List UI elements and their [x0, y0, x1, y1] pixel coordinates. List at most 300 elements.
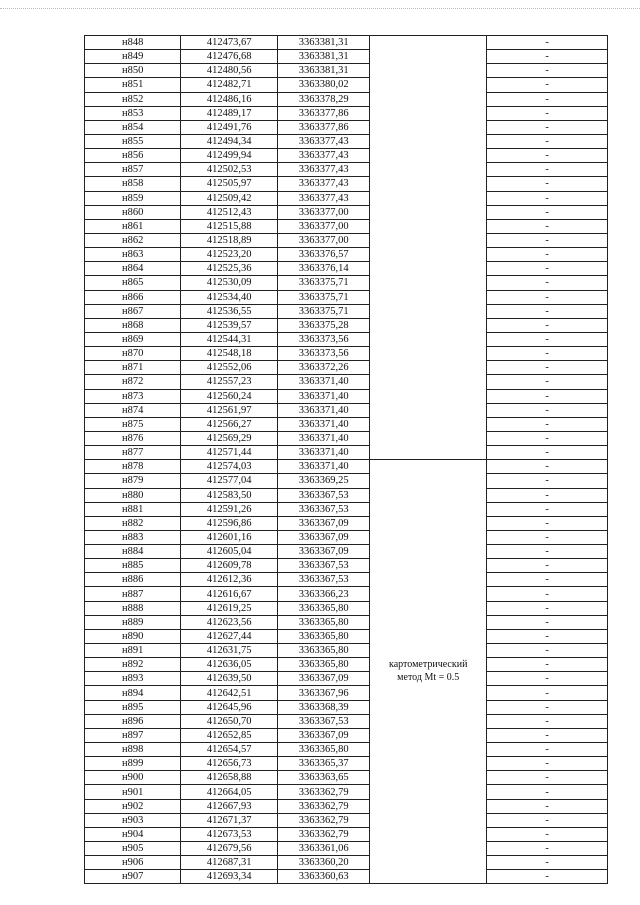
point-id-cell: н900 — [85, 771, 181, 785]
point-id-cell: н850 — [85, 64, 181, 78]
table-row — [85, 134, 608, 148]
point-id-cell: н848 — [85, 36, 181, 50]
y-coordinate-cell: 3363377,43 — [277, 191, 369, 205]
x-coordinate-cell: 412494,34 — [181, 134, 277, 148]
x-coordinate-cell: 412673,53 — [181, 827, 277, 841]
accuracy-cell: - — [487, 644, 608, 658]
table-row — [85, 205, 608, 219]
accuracy-cell: - — [487, 375, 608, 389]
x-coordinate-cell: 412515,88 — [181, 219, 277, 233]
accuracy-cell: - — [487, 50, 608, 64]
accuracy-cell: - — [487, 78, 608, 92]
x-coordinate-cell: 412650,70 — [181, 714, 277, 728]
y-coordinate-cell: 3363381,31 — [277, 36, 369, 50]
accuracy-cell: - — [487, 615, 608, 629]
y-coordinate-cell: 3363361,06 — [277, 842, 369, 856]
point-id-cell: н879 — [85, 474, 181, 488]
y-coordinate-cell: 3363367,53 — [277, 573, 369, 587]
accuracy-cell: - — [487, 417, 608, 431]
point-id-cell: н877 — [85, 446, 181, 460]
accuracy-cell: - — [487, 629, 608, 643]
point-id-cell: н873 — [85, 389, 181, 403]
accuracy-cell: - — [487, 403, 608, 417]
x-coordinate-cell: 412560,24 — [181, 389, 277, 403]
table-row — [85, 36, 608, 50]
y-coordinate-cell: 3363377,43 — [277, 177, 369, 191]
method-cell — [370, 488, 487, 502]
method-cell — [370, 205, 487, 219]
table-row — [85, 149, 608, 163]
method-cell — [370, 785, 487, 799]
table-row — [85, 191, 608, 205]
y-coordinate-cell: 3363377,00 — [277, 205, 369, 219]
table-row — [85, 856, 608, 870]
y-coordinate-cell: 3363376,14 — [277, 262, 369, 276]
y-coordinate-cell: 3363377,86 — [277, 120, 369, 134]
method-cell — [370, 417, 487, 431]
point-id-cell: н871 — [85, 361, 181, 375]
table-row — [85, 559, 608, 573]
point-id-cell: н860 — [85, 205, 181, 219]
accuracy-cell: - — [487, 474, 608, 488]
x-coordinate-cell: 412518,89 — [181, 233, 277, 247]
table-row — [85, 163, 608, 177]
x-coordinate-cell: 412561,97 — [181, 403, 277, 417]
accuracy-cell: - — [487, 757, 608, 771]
x-coordinate-cell: 412530,09 — [181, 276, 277, 290]
x-coordinate-cell: 412569,29 — [181, 431, 277, 445]
point-id-cell: н859 — [85, 191, 181, 205]
table-row — [85, 290, 608, 304]
method-cell — [370, 318, 487, 332]
table-row — [85, 813, 608, 827]
y-coordinate-cell: 3363367,09 — [277, 545, 369, 559]
point-id-cell: н853 — [85, 106, 181, 120]
point-id-cell: н866 — [85, 290, 181, 304]
table-row — [85, 389, 608, 403]
accuracy-cell: - — [487, 106, 608, 120]
point-id-cell: н862 — [85, 233, 181, 247]
x-coordinate-cell: 412623,56 — [181, 615, 277, 629]
point-id-cell: н864 — [85, 262, 181, 276]
point-id-cell: н893 — [85, 672, 181, 686]
accuracy-cell: - — [487, 530, 608, 544]
table-row — [85, 658, 608, 672]
accuracy-cell: - — [487, 134, 608, 148]
point-id-cell: н894 — [85, 686, 181, 700]
method-cell — [370, 587, 487, 601]
y-coordinate-cell: 3363371,40 — [277, 375, 369, 389]
method-cell — [370, 375, 487, 389]
table-row — [85, 842, 608, 856]
point-id-cell: н857 — [85, 163, 181, 177]
point-id-cell: н901 — [85, 785, 181, 799]
y-coordinate-cell: 3363362,79 — [277, 799, 369, 813]
point-id-cell: н854 — [85, 120, 181, 134]
table-row — [85, 530, 608, 544]
point-id-cell: н874 — [85, 403, 181, 417]
accuracy-cell: - — [487, 389, 608, 403]
x-coordinate-cell: 412571,44 — [181, 446, 277, 460]
point-id-cell: н885 — [85, 559, 181, 573]
y-coordinate-cell: 3363381,31 — [277, 64, 369, 78]
method-cell — [370, 92, 487, 106]
point-id-cell: н880 — [85, 488, 181, 502]
method-cell — [370, 233, 487, 247]
y-coordinate-cell: 3363376,57 — [277, 248, 369, 262]
method-cell — [370, 347, 487, 361]
x-coordinate-cell: 412631,75 — [181, 644, 277, 658]
x-coordinate-cell: 412482,71 — [181, 78, 277, 92]
point-id-cell: н896 — [85, 714, 181, 728]
x-coordinate-cell: 412693,34 — [181, 870, 277, 884]
x-coordinate-cell: 412627,44 — [181, 629, 277, 643]
method-cell — [370, 460, 487, 474]
method-cell — [370, 431, 487, 445]
x-coordinate-cell: 412639,50 — [181, 672, 277, 686]
table-row — [85, 332, 608, 346]
x-coordinate-cell: 412491,76 — [181, 120, 277, 134]
table-row — [85, 276, 608, 290]
x-coordinate-cell: 412566,27 — [181, 417, 277, 431]
accuracy-cell: - — [487, 856, 608, 870]
x-coordinate-cell: 412658,88 — [181, 771, 277, 785]
table-row — [85, 488, 608, 502]
method-cell — [370, 530, 487, 544]
method-cell — [370, 332, 487, 346]
y-coordinate-cell: 3363375,71 — [277, 290, 369, 304]
accuracy-cell: - — [487, 488, 608, 502]
point-id-cell: н849 — [85, 50, 181, 64]
accuracy-cell: - — [487, 743, 608, 757]
method-cell — [370, 870, 487, 884]
method-cell — [370, 290, 487, 304]
point-id-cell: н886 — [85, 573, 181, 587]
y-coordinate-cell: 3363377,43 — [277, 163, 369, 177]
x-coordinate-cell: 412557,23 — [181, 375, 277, 389]
table-row — [85, 700, 608, 714]
y-coordinate-cell: 3363367,53 — [277, 714, 369, 728]
point-id-cell: н890 — [85, 629, 181, 643]
x-coordinate-cell: 412502,53 — [181, 163, 277, 177]
x-coordinate-cell: 412489,17 — [181, 106, 277, 120]
y-coordinate-cell: 3363367,53 — [277, 488, 369, 502]
point-id-cell: н891 — [85, 644, 181, 658]
accuracy-cell: - — [487, 658, 608, 672]
y-coordinate-cell: 3363378,29 — [277, 92, 369, 106]
y-coordinate-cell: 3363365,80 — [277, 629, 369, 643]
table-row — [85, 474, 608, 488]
accuracy-cell: - — [487, 785, 608, 799]
point-id-cell: н898 — [85, 743, 181, 757]
method-cell — [370, 219, 487, 233]
point-id-cell: н902 — [85, 799, 181, 813]
method-cell — [370, 474, 487, 488]
point-id-cell: н906 — [85, 856, 181, 870]
x-coordinate-cell: 412525,36 — [181, 262, 277, 276]
x-coordinate-cell: 412596,86 — [181, 516, 277, 530]
x-coordinate-cell: 412687,31 — [181, 856, 277, 870]
x-coordinate-cell: 412656,73 — [181, 757, 277, 771]
accuracy-cell: - — [487, 92, 608, 106]
x-coordinate-cell: 412534,40 — [181, 290, 277, 304]
x-coordinate-cell: 412605,04 — [181, 545, 277, 559]
method-cell — [370, 771, 487, 785]
x-coordinate-cell: 412577,04 — [181, 474, 277, 488]
y-coordinate-cell: 3363365,37 — [277, 757, 369, 771]
x-coordinate-cell: 412642,51 — [181, 686, 277, 700]
method-cell — [370, 799, 487, 813]
y-coordinate-cell: 3363365,80 — [277, 743, 369, 757]
point-id-cell: н869 — [85, 332, 181, 346]
point-id-cell: н899 — [85, 757, 181, 771]
point-id-cell: н868 — [85, 318, 181, 332]
y-coordinate-cell: 3363365,80 — [277, 658, 369, 672]
x-coordinate-cell: 412536,55 — [181, 304, 277, 318]
x-coordinate-cell: 412591,26 — [181, 502, 277, 516]
accuracy-cell: - — [487, 771, 608, 785]
y-coordinate-cell: 3363375,28 — [277, 318, 369, 332]
table-row — [85, 587, 608, 601]
accuracy-cell: - — [487, 431, 608, 445]
point-id-cell: н882 — [85, 516, 181, 530]
point-id-cell: н851 — [85, 78, 181, 92]
table-row — [85, 686, 608, 700]
table-row — [85, 785, 608, 799]
x-coordinate-cell: 412652,85 — [181, 728, 277, 742]
method-cell — [370, 700, 487, 714]
accuracy-cell: - — [487, 446, 608, 460]
y-coordinate-cell: 3363371,40 — [277, 431, 369, 445]
point-id-cell: н888 — [85, 601, 181, 615]
y-coordinate-cell: 3363371,40 — [277, 417, 369, 431]
y-coordinate-cell: 3363372,26 — [277, 361, 369, 375]
table-row — [85, 460, 608, 474]
method-cell — [370, 134, 487, 148]
method-cell — [370, 446, 487, 460]
point-id-cell: н856 — [85, 149, 181, 163]
method-cell — [370, 629, 487, 643]
accuracy-cell: - — [487, 177, 608, 191]
y-coordinate-cell: 3363367,96 — [277, 686, 369, 700]
method-cell — [370, 389, 487, 403]
y-coordinate-cell: 3363375,71 — [277, 304, 369, 318]
table-row — [85, 219, 608, 233]
method-cell — [370, 191, 487, 205]
x-coordinate-cell: 412671,37 — [181, 813, 277, 827]
table-row — [85, 601, 608, 615]
accuracy-cell: - — [487, 219, 608, 233]
table-row — [85, 714, 608, 728]
point-id-cell: н889 — [85, 615, 181, 629]
method-cell — [370, 248, 487, 262]
method-cell — [370, 36, 487, 50]
table-row — [85, 870, 608, 884]
accuracy-cell: - — [487, 120, 608, 134]
table-row — [85, 120, 608, 134]
point-id-cell: н903 — [85, 813, 181, 827]
point-id-cell: н883 — [85, 530, 181, 544]
y-coordinate-cell: 3363362,79 — [277, 813, 369, 827]
x-coordinate-cell: 412505,97 — [181, 177, 277, 191]
method-cell — [370, 757, 487, 771]
table-row — [85, 304, 608, 318]
method-cell — [370, 163, 487, 177]
method-cell — [370, 276, 487, 290]
method-cell — [370, 177, 487, 191]
y-coordinate-cell: 3363373,56 — [277, 347, 369, 361]
point-id-cell: н872 — [85, 375, 181, 389]
point-id-cell: н897 — [85, 728, 181, 742]
method-cell — [370, 842, 487, 856]
table-row — [85, 573, 608, 587]
coordinates-table-body — [85, 36, 608, 884]
accuracy-cell: - — [487, 205, 608, 219]
x-coordinate-cell: 412645,96 — [181, 700, 277, 714]
coordinates-table-page — [84, 35, 608, 884]
table-row — [85, 757, 608, 771]
method-cell — [370, 827, 487, 841]
table-row — [85, 248, 608, 262]
x-coordinate-cell: 412539,57 — [181, 318, 277, 332]
point-id-cell: н905 — [85, 842, 181, 856]
method-label-line-1: картометрический — [389, 658, 468, 670]
accuracy-cell: - — [487, 191, 608, 205]
x-coordinate-cell: 412552,06 — [181, 361, 277, 375]
x-coordinate-cell: 412679,56 — [181, 842, 277, 856]
y-coordinate-cell: 3363365,80 — [277, 644, 369, 658]
table-row — [85, 827, 608, 841]
accuracy-cell: - — [487, 516, 608, 530]
method-cell — [370, 644, 487, 658]
y-coordinate-cell: 3363367,09 — [277, 672, 369, 686]
accuracy-cell: - — [487, 686, 608, 700]
y-coordinate-cell: 3363367,53 — [277, 502, 369, 516]
point-id-cell: н875 — [85, 417, 181, 431]
accuracy-cell: - — [487, 332, 608, 346]
table-row — [85, 516, 608, 530]
accuracy-cell: - — [487, 573, 608, 587]
x-coordinate-cell: 412636,05 — [181, 658, 277, 672]
accuracy-cell: - — [487, 233, 608, 247]
x-coordinate-cell: 412480,56 — [181, 64, 277, 78]
method-cell — [370, 856, 487, 870]
x-coordinate-cell: 412509,42 — [181, 191, 277, 205]
accuracy-cell: - — [487, 601, 608, 615]
y-coordinate-cell: 3363369,25 — [277, 474, 369, 488]
accuracy-cell: - — [487, 304, 608, 318]
x-coordinate-cell: 412473,67 — [181, 36, 277, 50]
method-cell — [370, 658, 487, 683]
accuracy-cell: - — [487, 870, 608, 884]
x-coordinate-cell: 412664,05 — [181, 785, 277, 799]
table-row — [85, 743, 608, 757]
method-label-line-2: метод Mt = 0.5 — [397, 671, 460, 683]
accuracy-cell: - — [487, 587, 608, 601]
method-cell — [370, 573, 487, 587]
method-cell — [370, 304, 487, 318]
method-cell — [370, 262, 487, 276]
accuracy-cell: - — [487, 276, 608, 290]
point-id-cell: н867 — [85, 304, 181, 318]
coordinates-table — [84, 35, 608, 884]
point-id-cell: н881 — [85, 502, 181, 516]
accuracy-cell: - — [487, 813, 608, 827]
table-row — [85, 177, 608, 191]
y-coordinate-cell: 3363367,09 — [277, 516, 369, 530]
accuracy-cell: - — [487, 64, 608, 78]
y-coordinate-cell: 3363377,86 — [277, 106, 369, 120]
point-id-cell: н858 — [85, 177, 181, 191]
x-coordinate-cell: 412619,25 — [181, 601, 277, 615]
point-id-cell: н892 — [85, 658, 181, 672]
accuracy-cell: - — [487, 149, 608, 163]
method-cell — [370, 120, 487, 134]
point-id-cell: н863 — [85, 248, 181, 262]
x-coordinate-cell: 412523,20 — [181, 248, 277, 262]
method-cell — [370, 743, 487, 757]
table-row — [85, 92, 608, 106]
y-coordinate-cell: 3363365,80 — [277, 615, 369, 629]
y-coordinate-cell: 3363381,31 — [277, 50, 369, 64]
x-coordinate-cell: 412476,68 — [181, 50, 277, 64]
table-row — [85, 644, 608, 658]
x-coordinate-cell: 412574,03 — [181, 460, 277, 474]
point-id-cell: н870 — [85, 347, 181, 361]
y-coordinate-cell: 3363367,53 — [277, 559, 369, 573]
y-coordinate-cell: 3363371,40 — [277, 446, 369, 460]
table-row — [85, 417, 608, 431]
x-coordinate-cell: 412612,36 — [181, 573, 277, 587]
y-coordinate-cell: 3363363,65 — [277, 771, 369, 785]
table-row — [85, 233, 608, 247]
x-coordinate-cell: 412512,43 — [181, 205, 277, 219]
y-coordinate-cell: 3363367,09 — [277, 728, 369, 742]
y-coordinate-cell: 3363373,56 — [277, 332, 369, 346]
point-id-cell: н855 — [85, 134, 181, 148]
x-coordinate-cell: 412616,67 — [181, 587, 277, 601]
method-cell — [370, 502, 487, 516]
method-cell — [370, 728, 487, 742]
method-cell — [370, 78, 487, 92]
x-coordinate-cell: 412486,16 — [181, 92, 277, 106]
accuracy-cell: - — [487, 318, 608, 332]
method-cell — [370, 516, 487, 530]
y-coordinate-cell: 3363371,40 — [277, 460, 369, 474]
point-id-cell: н878 — [85, 460, 181, 474]
y-coordinate-cell: 3363377,00 — [277, 233, 369, 247]
y-coordinate-cell: 3363377,00 — [277, 219, 369, 233]
point-id-cell: н861 — [85, 219, 181, 233]
y-coordinate-cell: 3363360,63 — [277, 870, 369, 884]
x-coordinate-cell: 412583,50 — [181, 488, 277, 502]
method-cell — [370, 106, 487, 120]
table-row — [85, 64, 608, 78]
accuracy-cell: - — [487, 559, 608, 573]
y-coordinate-cell: 3363375,71 — [277, 276, 369, 290]
accuracy-cell: - — [487, 842, 608, 856]
point-id-cell: н876 — [85, 431, 181, 445]
table-row — [85, 318, 608, 332]
accuracy-cell: - — [487, 262, 608, 276]
table-row — [85, 106, 608, 120]
point-id-cell: н887 — [85, 587, 181, 601]
accuracy-cell: - — [487, 799, 608, 813]
table-row — [85, 545, 608, 559]
point-id-cell: н895 — [85, 700, 181, 714]
table-row — [85, 771, 608, 785]
method-cell — [370, 615, 487, 629]
